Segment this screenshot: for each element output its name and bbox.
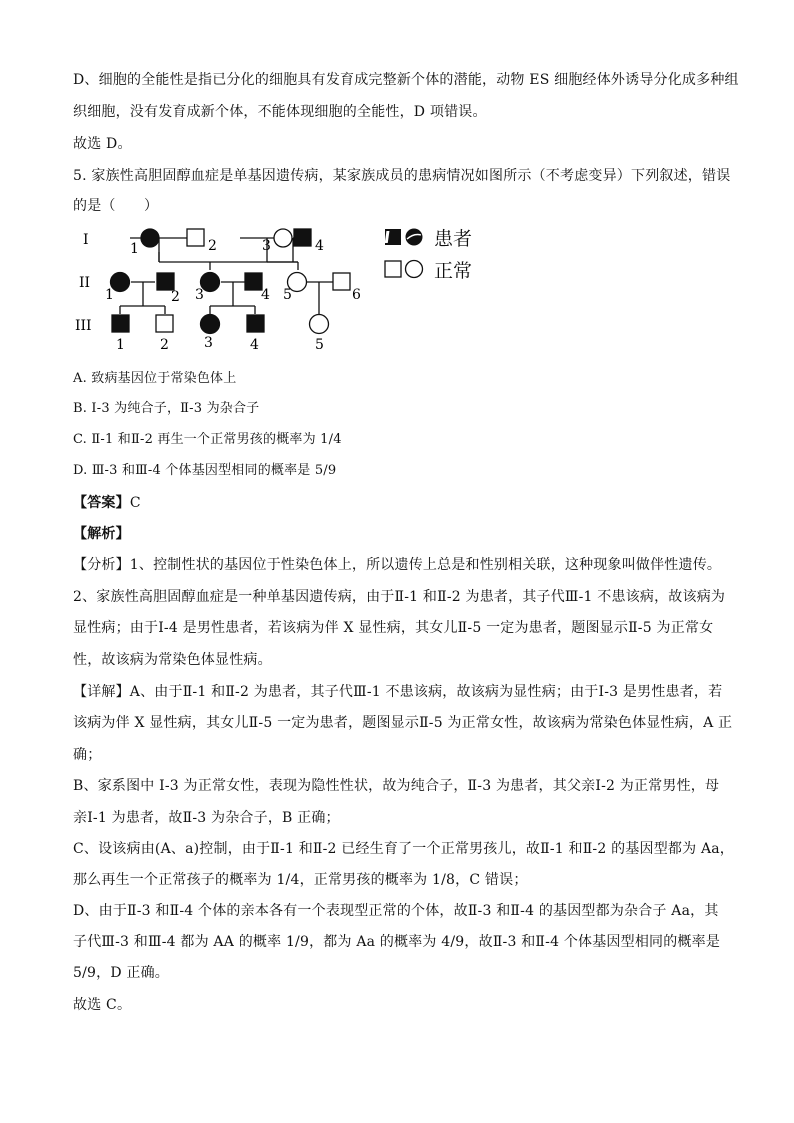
male-affected-symbol xyxy=(245,273,262,290)
analysis-line: 该病为伴 X 显性病，其女儿Ⅱ-5 一定为患者，题图显示Ⅱ-5 为正常女性，故该病为常染色体显性病，A 正 xyxy=(73,715,733,731)
analysis-line: C、设该病由(A、a)控制，由于Ⅱ-1 和Ⅱ-2 已经生育了一个正常男孩儿，故Ⅱ-1 和Ⅱ-2 的基因型都为 Aa， xyxy=(73,841,735,857)
female-normal-symbol xyxy=(274,229,292,247)
member-number: 5 xyxy=(315,337,324,353)
analysis-heading: 【解析】 xyxy=(73,526,130,542)
male-normal-symbol xyxy=(333,273,350,290)
answer-line xyxy=(73,493,723,513)
option-b: B. I-3 为纯合子，Ⅱ-3 为杂合子 xyxy=(73,401,260,416)
member-number: 1 xyxy=(116,337,125,353)
pedigree-chart xyxy=(75,220,375,360)
male-affected-symbol xyxy=(294,229,311,246)
analysis-line: 5/9，D 正确。 xyxy=(73,965,170,981)
legend-affected-label: 患者 xyxy=(434,227,473,250)
text-line: 故选 D。 xyxy=(73,136,132,152)
legend-normal-label: 正常 xyxy=(434,259,473,282)
analysis-line: 确； xyxy=(73,747,102,763)
male-normal-symbol xyxy=(187,229,204,246)
option-a: A. 致病基因位于常染色体上 xyxy=(73,371,237,386)
female-normal-symbol xyxy=(310,315,329,334)
analysis-line: D、由于Ⅱ-3 和Ⅱ-4 个体的亲本各有一个表现型正常的个体，故Ⅱ-3 和Ⅱ-4 的基因型都为杂合子 Aa，其 xyxy=(73,903,719,919)
analysis-line: 2、家族性高胆固醇血症是一种单基因遗传病，由于Ⅱ-1 和Ⅱ-2 为患者，其子代Ⅲ-1 不患该病，故该病为 xyxy=(73,589,726,605)
member-number: 1 xyxy=(130,241,139,257)
generation-label: II xyxy=(79,275,91,291)
pedigree-legend xyxy=(384,226,494,286)
male-affected-symbol xyxy=(112,315,129,332)
affected-symbols-icon xyxy=(384,227,428,247)
member-number: 4 xyxy=(315,238,324,254)
female-affected-symbol xyxy=(141,229,159,247)
analysis-line: 那么再生一个正常孩子的概率为 1/4，正常男孩的概率为 1/8，C 错误； xyxy=(73,872,528,888)
normal-symbols-icon xyxy=(384,259,428,279)
male-affected-symbol xyxy=(247,315,264,332)
male-affected-symbol xyxy=(157,273,174,290)
member-number: 2 xyxy=(208,238,217,254)
analysis-line: 性，故该病为常染色体显性病。 xyxy=(73,652,272,668)
analysis-line: B、家系图中 I-3 为正常女性，表现为隐性性状，故为纯合子，Ⅱ-3 为患者，其父亲Ⅰ-2 为正常男性，母 xyxy=(73,778,720,794)
member-number: 4 xyxy=(250,337,259,353)
generation-label: III xyxy=(75,318,92,334)
member-number: 6 xyxy=(352,287,361,303)
legend-affected xyxy=(384,226,472,248)
analysis-line: 显性病；由于Ⅰ-4 是男性患者，若该病为伴 X 显性病，其女儿Ⅱ-5 一定为患者，题图显示Ⅱ-5 为正常女 xyxy=(73,620,714,636)
legend-normal xyxy=(384,258,472,280)
option-d: D. Ⅲ-3 和Ⅲ-4 个体基因型相同的概率是 5/9 xyxy=(73,463,337,478)
question-stem: 5. 家族性高胆固醇血症是单基因遗传病，某家族成员的患病情况如图所示（不考虑变异）下列叙述，错误 xyxy=(73,168,731,184)
member-number: 4 xyxy=(261,287,270,303)
member-number: 3 xyxy=(195,287,204,303)
answer-value: C xyxy=(129,495,141,511)
text-line: 织细胞，没有发育成新个体，不能体现细胞的全能性，D 项错误。 xyxy=(73,104,487,120)
analysis-line: 故选 C。 xyxy=(73,997,132,1013)
question-stem: 的是（ ） xyxy=(73,198,159,214)
member-number: 2 xyxy=(160,337,169,353)
member-number: 2 xyxy=(171,289,180,305)
answer-label: 【答案】 xyxy=(73,495,130,511)
analysis-line: 子代Ⅲ-3 和Ⅲ-4 都为 AA 的概率 1/9，都为 Aa 的概率为 4/9，故Ⅱ-3 和Ⅱ-4 个体基因型相同的概率是 xyxy=(73,934,721,950)
analysis-line: 亲Ⅰ-1 为患者，故Ⅱ-3 为杂合子，B 正确； xyxy=(73,810,340,826)
member-number: 3 xyxy=(262,238,271,254)
male-normal-symbol xyxy=(156,315,173,332)
member-number: 3 xyxy=(204,335,213,351)
option-c: C. Ⅱ-1 和Ⅱ-2 再生一个正常男孩的概率为 1/4 xyxy=(73,432,342,447)
member-number: 1 xyxy=(105,287,114,303)
female-affected-symbol xyxy=(201,315,220,334)
generation-label: I xyxy=(83,232,89,248)
analysis-line: 【分析】1、控制性状的基因位于性染色体上，所以遗传上总是和性别相关联，这种现象叫做伴性遗传。 xyxy=(73,557,722,573)
text-line: D、细胞的全能性是指已分化的细胞具有发育成完整新个体的潜能，动物 ES 细胞经体外诱导分化成多种组 xyxy=(73,72,739,88)
member-number: 5 xyxy=(283,287,292,303)
analysis-line: 【详解】A、由于Ⅱ-1 和Ⅱ-2 为患者，其子代Ⅲ-1 不患该病，故该病为显性病；由于Ⅰ-3 是男性患者，若 xyxy=(73,684,723,700)
